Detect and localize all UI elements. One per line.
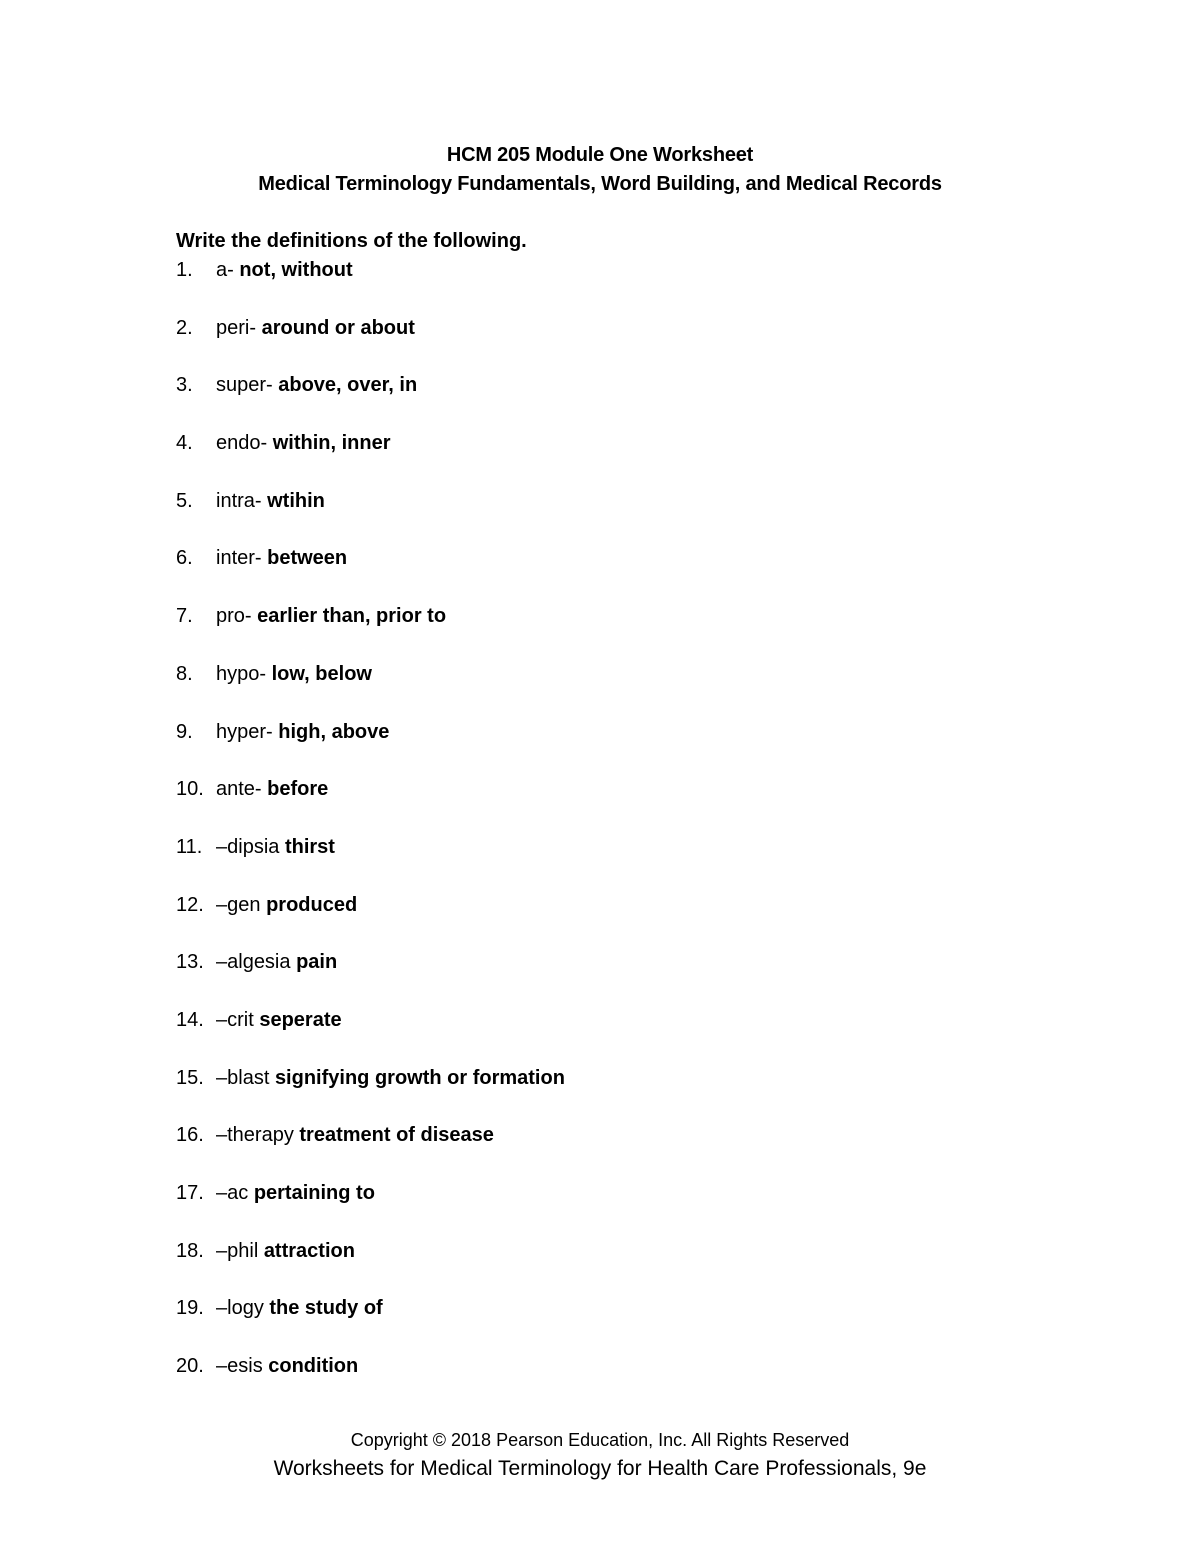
list-item <box>176 662 565 720</box>
item-number: 12. <box>176 893 204 916</box>
item-number: 14. <box>176 1008 204 1031</box>
item-number: 5. <box>176 489 193 512</box>
footer-copyright: Copyright © 2018 Pearson Education, Inc. All Rights Reserved <box>350 1430 850 1450</box>
list-item <box>176 431 565 489</box>
item-number: 11. <box>176 835 203 858</box>
item-definition: high, above <box>278 720 390 743</box>
item-definition: not, without <box>239 259 353 281</box>
item-number: 18. <box>176 1239 204 1262</box>
item-definition: around or about <box>261 316 415 339</box>
item-term: –esis <box>216 1355 269 1378</box>
list-item <box>176 950 565 1008</box>
item-term: super- <box>216 374 279 397</box>
item-definition: low, below <box>271 662 372 685</box>
list-item <box>176 720 565 778</box>
page-title: HCM 205 Module One Worksheet <box>446 144 754 166</box>
item-definition: earlier than, prior to <box>257 605 447 628</box>
footer-book-title: Worksheets for Medical Terminology for Health Care Professionals, 9e <box>273 1457 927 1480</box>
list-item <box>176 1239 565 1297</box>
item-number: 8. <box>176 662 193 685</box>
item-number: 9. <box>176 720 193 743</box>
list-item <box>176 546 565 604</box>
page-subtitle: Medical Terminology Fundamentals, Word Building, and Medical Records <box>258 173 942 195</box>
item-number: 13. <box>176 951 204 974</box>
item-term: peri- <box>216 316 262 339</box>
item-definition: before <box>267 778 329 801</box>
item-number: 10. <box>176 778 204 801</box>
item-number: 2. <box>176 316 193 339</box>
list-item <box>176 893 565 951</box>
item-term: hypo- <box>216 662 272 685</box>
item-number: 4. <box>176 432 193 455</box>
item-term: inter- <box>216 547 268 570</box>
list-item <box>176 1123 565 1181</box>
item-number: 15. <box>176 1066 204 1089</box>
list-item <box>176 1354 565 1412</box>
item-definition: seperate <box>259 1008 342 1031</box>
list-item <box>176 258 565 316</box>
item-term: –phil <box>216 1239 264 1262</box>
item-term: –ac <box>216 1182 254 1204</box>
item-term: –therapy <box>216 1124 300 1147</box>
item-term: pro- <box>216 605 258 628</box>
item-term: –blast <box>216 1066 275 1089</box>
item-number: 17. <box>176 1182 204 1204</box>
list-item <box>176 1181 565 1239</box>
item-definition: condition <box>268 1355 359 1378</box>
item-term: endo- <box>216 432 273 455</box>
item-term: –logy <box>216 1297 270 1320</box>
item-number: 19. <box>176 1297 204 1320</box>
item-definition: the study of <box>269 1297 383 1320</box>
instructions: Write the definitions of the following. <box>176 230 527 252</box>
definition-list <box>176 258 565 1412</box>
list-item <box>176 316 565 374</box>
list-item <box>176 373 565 431</box>
item-definition: wtihin <box>267 489 325 512</box>
item-number: 20. <box>176 1355 204 1378</box>
item-definition: between <box>267 547 348 570</box>
list-item <box>176 489 565 547</box>
item-number: 6. <box>176 547 193 570</box>
list-item <box>176 1066 565 1124</box>
item-definition: pain <box>296 951 338 974</box>
item-term: ante- <box>216 778 268 801</box>
item-definition: pertaining to <box>253 1182 375 1204</box>
list-item <box>176 604 565 662</box>
list-item <box>176 1008 565 1066</box>
item-term: –algesia <box>216 951 297 974</box>
item-definition: within, inner <box>272 432 391 455</box>
item-term: hyper- <box>216 720 279 743</box>
item-number: 16. <box>176 1124 204 1147</box>
item-number: 1. <box>176 259 193 281</box>
list-item <box>176 835 565 893</box>
item-definition: signifying growth or formation <box>274 1066 565 1089</box>
item-term: a- <box>216 259 240 281</box>
item-definition: attraction <box>263 1239 355 1262</box>
list-item <box>176 1296 565 1354</box>
item-number: 7. <box>176 605 193 628</box>
item-definition: thirst <box>284 835 335 858</box>
item-number: 3. <box>176 374 193 397</box>
list-item <box>176 777 565 835</box>
item-definition: above, over, in <box>278 374 418 397</box>
item-term: –crit <box>216 1008 260 1031</box>
item-definition: treatment of disease <box>299 1124 494 1147</box>
item-term: –dipsia <box>216 835 285 858</box>
item-definition: produced <box>266 893 358 916</box>
item-term: –gen <box>216 893 267 916</box>
item-term: intra- <box>216 489 268 512</box>
